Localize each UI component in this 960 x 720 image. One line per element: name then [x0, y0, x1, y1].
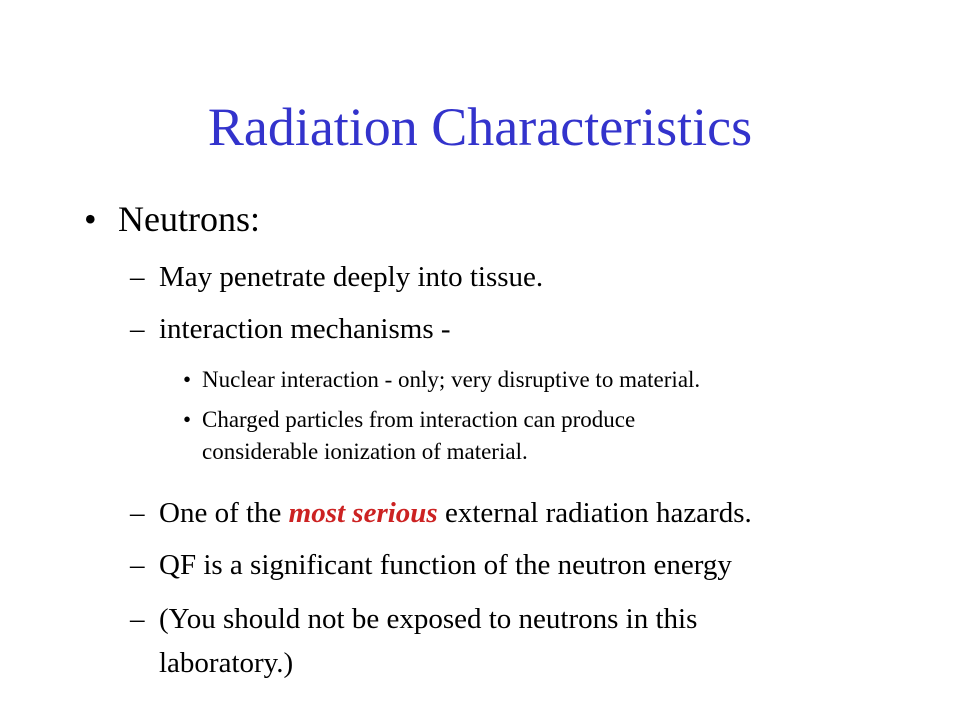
dash-marker: –	[130, 549, 145, 581]
bullet-marker: •	[183, 407, 192, 432]
sub-item-text: May penetrate deeply into tissue.	[159, 261, 544, 293]
bullet-marker: •	[84, 199, 97, 239]
text-before: One of the	[159, 497, 289, 529]
slide-title: Radiation Characteristics	[207, 97, 753, 157]
dash-marker: –	[130, 603, 145, 635]
dash-marker: –	[130, 261, 145, 293]
bullet-marker: •	[183, 367, 192, 392]
dash-marker: –	[130, 497, 145, 529]
text-after: external radiation hazards.	[437, 497, 752, 529]
subsub-item-text: Nuclear interaction - only; very disruptive to material.	[202, 367, 701, 392]
sub-item-text: interaction mechanisms -	[159, 313, 451, 345]
sub-item-text	[159, 494, 752, 532]
emphasis-text: most serious	[288, 497, 438, 529]
subsub-item-text-line2: considerable ionization of material.	[202, 439, 528, 464]
sub-item-text-line2: laboratory.)	[159, 647, 294, 679]
bullet-text: Neutrons:	[118, 199, 260, 239]
sub-item-text-line1: (You should not be exposed to neutrons in this	[159, 603, 698, 635]
sub-item-text: QF is a significant function of the neutron energy	[159, 549, 732, 581]
subsub-item-text-line1: Charged particles from interaction can produce	[202, 407, 636, 432]
dash-marker: –	[130, 313, 145, 345]
